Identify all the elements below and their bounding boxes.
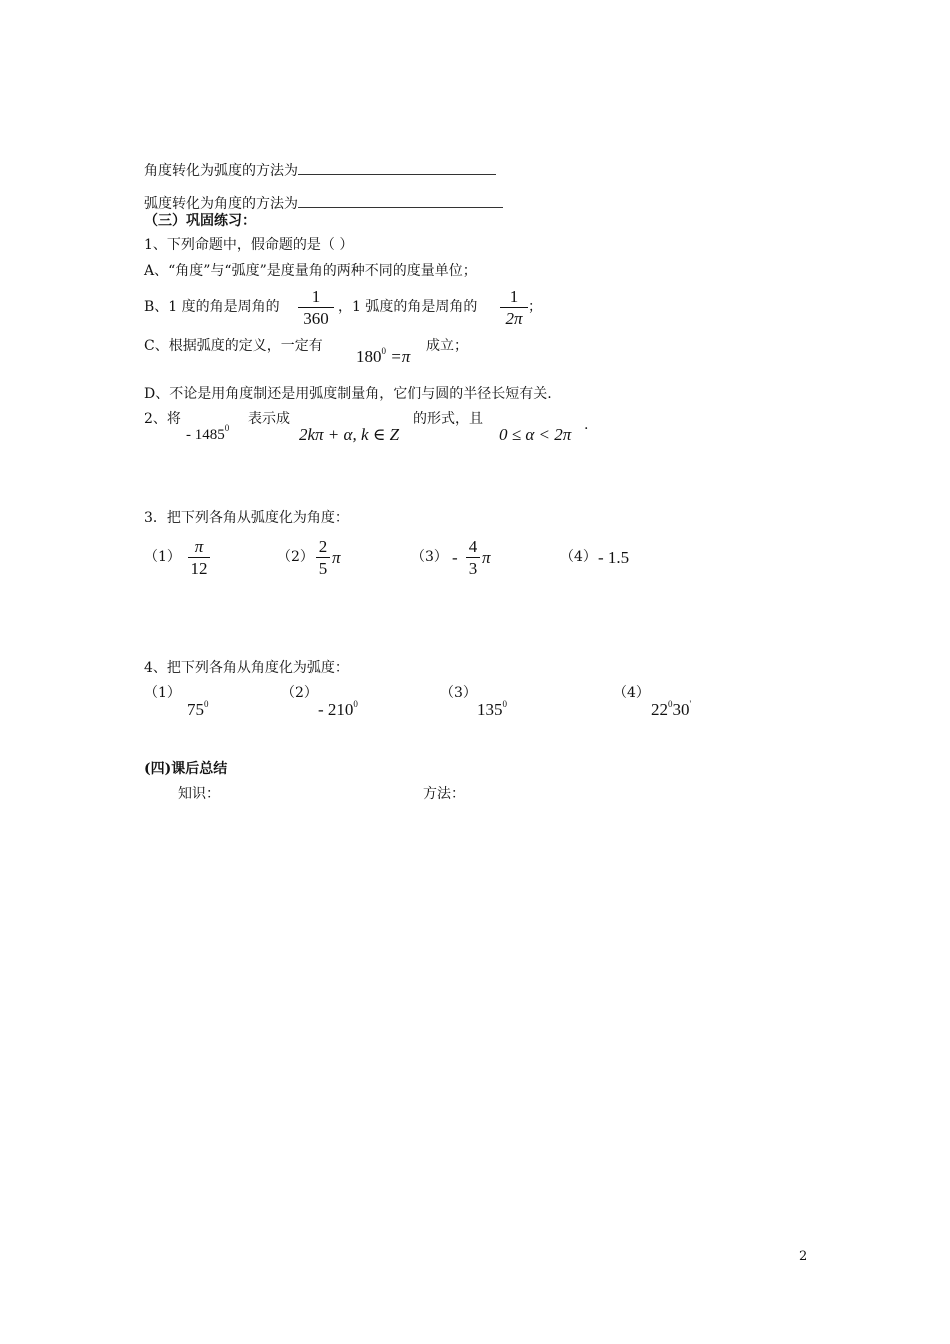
math-value: 135: [477, 700, 503, 719]
fraction-numerator: 1: [311, 287, 321, 306]
option-b-prefix: B、1 度的角是周角的: [144, 299, 280, 315]
q4-item-2-value: [318, 700, 358, 718]
summary-knowledge-label: 知识：: [178, 786, 220, 802]
option-a: A、“角度”与“弧度”是度量角的两种不同的度量单位；: [144, 263, 477, 279]
q4-item-2-label: （2）: [281, 685, 318, 701]
q3-item-3-sign: -: [452, 548, 458, 567]
q4-item-3-value: [477, 700, 507, 718]
q3-item-2-fraction: [316, 538, 330, 577]
question-2-mid1: 表示成: [248, 411, 290, 427]
question-2-condition: 0 ≤ α < 2π: [499, 425, 572, 444]
math-value: 22: [651, 700, 668, 719]
section-heading-summary: (四)课后总结: [144, 761, 228, 777]
degree-sup: 0: [224, 423, 230, 433]
answer-blank[interactable]: [298, 160, 496, 175]
degree-sup: 0: [353, 699, 358, 709]
fraction-numerator: π: [194, 537, 204, 556]
question-2-end: .: [584, 417, 589, 433]
q3-item-3-pi: π: [482, 548, 491, 567]
option-d: D、不论是用角度制还是用弧度制量角，它们与圆的半径长短有关.: [144, 386, 552, 402]
math-rhs: =π: [390, 347, 411, 366]
q3-item-4-value: - 1.5: [598, 548, 630, 567]
fraction-numerator: 1: [509, 287, 519, 306]
fraction-denominator: 2π: [505, 309, 523, 328]
degree-sup: 0: [204, 699, 209, 709]
fraction-1-over-360: [298, 288, 334, 327]
fill-line-deg-to-rad: [144, 160, 496, 178]
math-value: 75: [187, 700, 204, 719]
option-c-prefix: C、根据弧度的定义，一定有: [144, 338, 323, 354]
fraction-denominator: 5: [318, 559, 328, 578]
question-3-stem: 3．把下列各角从弧度化为角度：: [144, 510, 349, 526]
q3-item-1-label: （1）: [144, 549, 181, 565]
math-value: - 210: [318, 700, 354, 719]
fraction-denominator: 12: [190, 559, 208, 578]
degree-sup: 0: [668, 699, 673, 709]
question-4-stem: 4、把下列各角从角度化为弧度：: [144, 660, 349, 676]
degree-sup: 0: [502, 699, 507, 709]
degree-sup: 0: [381, 346, 386, 356]
q3-item-1-fraction: [188, 538, 210, 577]
q3-item-3-fraction: [466, 538, 480, 577]
answer-blank[interactable]: [298, 193, 503, 208]
q3-item-3-label: （3）: [411, 549, 448, 565]
q4-item-1-label: （1）: [144, 685, 181, 701]
fill-line-rad-to-deg: [144, 193, 503, 211]
question-1-stem: 1、下列命题中，假命题的是（ ）: [144, 237, 354, 253]
option-b-suffix: ；: [528, 299, 542, 315]
question-2-prefix: 2、将: [144, 411, 181, 427]
fraction-numerator: 2: [318, 537, 328, 556]
q3-item-2-pi: π: [332, 548, 341, 567]
option-b-middle: ，1 弧度的角是周角的: [338, 299, 478, 315]
question-2-angle: [186, 424, 229, 443]
fill-line-label: 角度转化为弧度的方法为: [144, 163, 298, 179]
option-c-math: [356, 347, 410, 365]
fill-line-label: 弧度转化为角度的方法为: [144, 196, 298, 212]
option-c-suffix: 成立；: [426, 338, 468, 354]
q4-item-4-value: [651, 700, 691, 718]
fraction-denominator: 3: [468, 559, 478, 578]
section-heading-exercises: （三）巩固练习：: [144, 213, 256, 229]
q4-item-3-label: （3）: [440, 685, 477, 701]
q4-item-4-label: （4）: [613, 685, 650, 701]
question-2-expression: 2kπ + α, k ∈ Z: [299, 425, 400, 444]
fraction-numerator: 4: [468, 537, 478, 556]
page-number: 2: [799, 1249, 808, 1264]
q3-item-2-label: （2）: [277, 549, 314, 565]
fraction-denominator: 360: [303, 309, 329, 328]
math-value: 180: [356, 347, 382, 366]
q4-item-1-value: [187, 700, 209, 718]
minutes-value: 30: [672, 700, 690, 719]
question-2-mid2: 的形式，且: [413, 411, 483, 427]
q3-item-4-label: （4）: [560, 549, 597, 565]
fraction-1-over-2pi: [500, 288, 528, 327]
minute-mark: ': [689, 699, 692, 709]
summary-method-label: 方法：: [423, 786, 465, 802]
math-value: - 1485: [186, 427, 225, 443]
